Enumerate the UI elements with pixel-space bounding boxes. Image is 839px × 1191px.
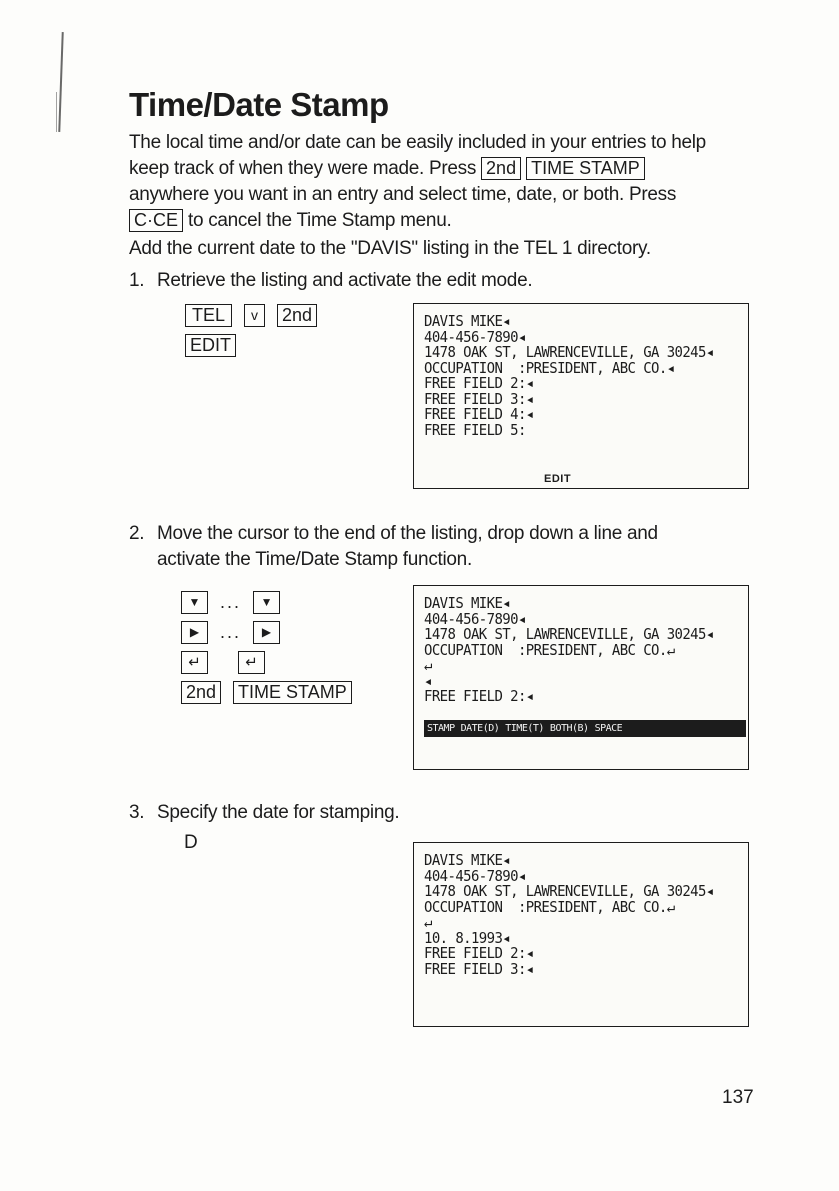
menu-item-time: TIME(T) [505, 723, 544, 734]
key-c-ce: C·CE [129, 209, 183, 232]
lcd-screen-step-2 [413, 585, 749, 770]
menu-item-date: DATE(D) [460, 723, 500, 734]
margin-pen-mark-lower [56, 92, 57, 132]
step-2-title-cont: activate the Time/Date Stamp function. [157, 549, 472, 570]
step-3-key-d: D [184, 832, 198, 853]
screen-line: 404-456-7890◂ [424, 328, 526, 346]
key-edit: EDIT [185, 334, 236, 357]
key-2nd: 2nd [481, 157, 521, 180]
key-2nd: 2nd [277, 304, 317, 327]
menu-item-stamp: STAMP [427, 723, 455, 734]
key-tel: TEL [185, 304, 232, 327]
screen-line: ◂ [424, 672, 432, 690]
edit-mode-indicator: EDIT [544, 473, 572, 485]
page-number: 137 [722, 1087, 754, 1108]
step-2-keys: ▼ ... ▼ ▶ ... ▶ ↵ ↵ 2nd TIME STAMP [181, 587, 352, 707]
screen-line: FREE FIELD 3:◂ [424, 960, 534, 978]
screen-line: 1478 OAK ST, LAWRENCEVILLE, GA 30245◂ [424, 343, 714, 362]
intro-line-1: The local time and/or date can be easily included in your entries to help [129, 132, 706, 153]
time-stamp-menu-bar [424, 720, 746, 737]
right-arrow-key: ▶ [253, 621, 280, 644]
screen-line: 10. 8.1993◂ [424, 929, 511, 947]
screen-line: FREE FIELD 2:◂ [424, 687, 534, 706]
intro-line-2: keep track of when they were made. Press 2nd TIME STAMP [129, 156, 769, 182]
key-down: v [244, 304, 265, 327]
enter-key: ↵ [181, 651, 208, 674]
right-arrow-key: ▶ [181, 621, 208, 644]
menu-item-space: SPACE [594, 723, 623, 734]
lcd-screen-step-3 [413, 842, 749, 1027]
step-1-keys [185, 300, 317, 360]
screen-line: ↵ [424, 913, 432, 932]
enter-key: ↵ [238, 651, 265, 674]
lcd-screen-step-1 [413, 303, 749, 489]
intro-line-4: C·CE to cancel the Time Stamp menu. [129, 208, 769, 234]
screen-line: FREE FIELD 2:◂ [424, 944, 534, 963]
screen-line: OCCUPATION :PRESIDENT, ABC CO.↵ [424, 641, 675, 659]
page-title: Time/Date Stamp [129, 86, 389, 123]
margin-pen-mark [58, 32, 63, 132]
down-arrow-key: ▼ [253, 591, 280, 614]
screen-line: FREE FIELD 2:◂ [424, 374, 534, 393]
lead-text: Add the current date to the "DAVIS" listing in the TEL 1 directory. [129, 238, 651, 259]
screen-line: 404-456-7890◂ [424, 610, 526, 628]
screen-line: DAVIS MIKE◂ [424, 594, 511, 613]
screen-line: ↵ [424, 656, 432, 675]
key-time-stamp: TIME STAMP [233, 681, 352, 704]
intro-paragraph [129, 130, 769, 234]
screen-line: FREE FIELD 5: [424, 421, 526, 439]
screen-line: 1478 OAK ST, LAWRENCEVILLE, GA 30245◂ [424, 625, 714, 644]
screen-line: DAVIS MIKE◂ [424, 312, 511, 331]
key-time-stamp: TIME STAMP [526, 157, 645, 180]
step-1-title: 1. Retrieve the listing and activate the edit mode. [129, 270, 533, 291]
screen-line: FREE FIELD 4:◂ [424, 405, 534, 424]
step-3-title: 3. Specify the date for stamping. [129, 802, 400, 823]
down-arrow-key: ▼ [181, 591, 208, 614]
key-2nd: 2nd [181, 681, 221, 704]
screen-line: 404-456-7890◂ [424, 867, 526, 885]
screen-line: OCCUPATION :PRESIDENT, ABC CO.↵ [424, 898, 675, 916]
screen-line: DAVIS MIKE◂ [424, 851, 511, 870]
screen-line: OCCUPATION :PRESIDENT, ABC CO.◂ [424, 359, 675, 377]
screen-line: FREE FIELD 3:◂ [424, 390, 534, 408]
step-2-title: 2. Move the cursor to the end of the listing, drop down a line and [129, 523, 658, 544]
screen-line: 1478 OAK ST, LAWRENCEVILLE, GA 30245◂ [424, 882, 714, 901]
menu-item-both: BOTH(B) [549, 723, 589, 734]
intro-line-3: anywhere you want in an entry and select time, date, or both. Press [129, 184, 677, 205]
